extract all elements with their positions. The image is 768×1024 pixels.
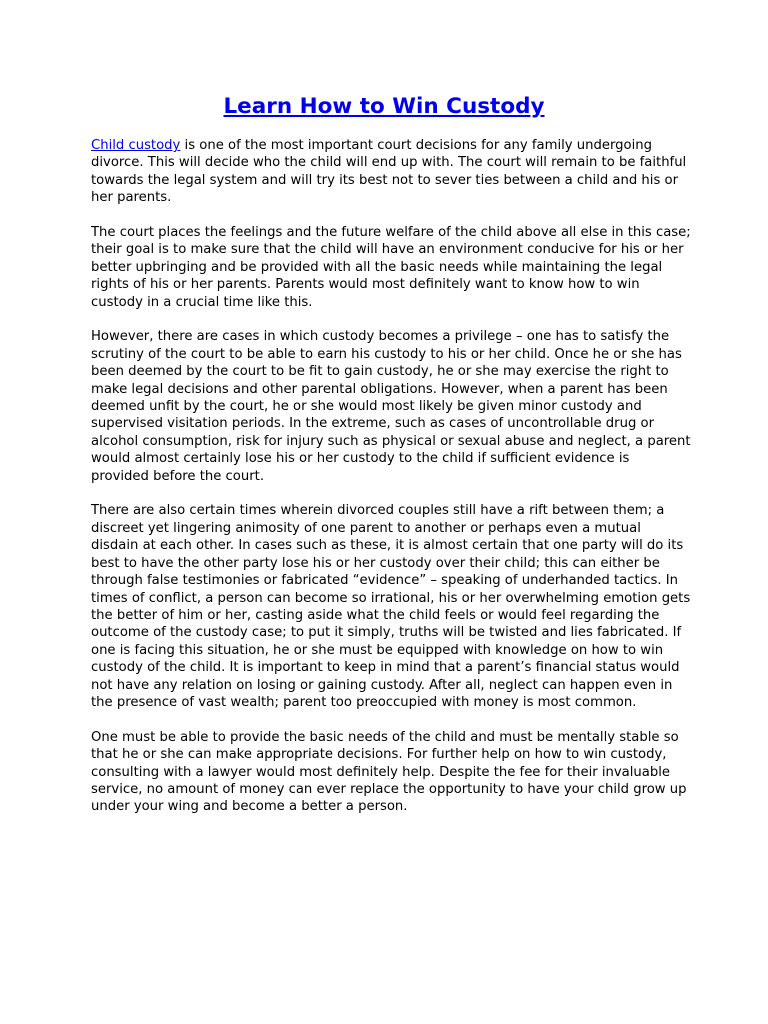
paragraph-3: However, there are cases in which custody becomes a privilege – one has to satisfy the scrutiny of the court to be able to earn his custody to his or her child. Once he or she has been deemed by the court to be fit to gain custody, he or she may exercise the right to make legal decisions and other parental obligations. However, when a parent has been deemed unfit by the court, he or she would most likely be given minor custody and supervised visitation periods. In the extreme, such as cases of uncontrollable drug or alcohol consumption, risk for injury such as physical or sexual abuse and neglect, a parent would almost certainly lose his or her custody to the child if sufficient evidence is provided before the court. xyxy=(91,329,691,484)
intro-text: is one of the most important court decisions for any family undergoing divorce. This will decide who the child will end up with. The court will remain to be faithful towards the legal system and will try its best not to sever ties between a child and his or her parents. xyxy=(91,138,687,206)
page-title xyxy=(0,92,768,122)
article-body xyxy=(91,137,691,816)
paragraph-5: One must be able to provide the basic needs of the child and must be mentally stable so that he or she can make appropriate decisions. For further help on how to win custody, consulting with a lawyer would most definitely help. Despite the fee for their invaluable service, no amount of money can ever replace the opportunity to have your child grow up under your wing and become a better a person. xyxy=(91,729,687,815)
child-custody-link[interactable]: Child custody xyxy=(91,138,181,153)
paragraph-4: There are also certain times wherein divorced couples still have a rift between them; a discreet yet lingering animosity of one parent to another or perhaps even a mutual disdain at each other. In cases such as these, it is almost certain that one party will do its best to have the other party lose his or her custody over their child; this can either be through false testimonies or fabricated “evidence” – speaking of underhanded tactics. In times of conflict, a person can become so irrational, his or her overwhelming emotion gets the better of him or her, casting aside what the child feels or would feel regarding the outcome of the custody case; to put it simply, truths will be twisted and lies fabricated. If one is facing this situation, he or she must be equipped with knowledge on how to win custody of the child. It is important to keep in mind that a parent’s financial status would not have any relation on losing or gaining custody. After all, neglect can happen even in the presence of vast wealth; parent too preoccupied with money is most common. xyxy=(91,503,691,710)
title-link[interactable]: Learn How to Win Custody xyxy=(223,94,545,119)
intro-paragraph xyxy=(91,137,691,207)
paragraph-2: The court places the feelings and the future welfare of the child above all else in this case; their goal is to make sure that the child will have an environment conducive for his or her better upbringing and be provided with all the basic needs while maintaining the legal rights of his or her parents. Parents would most definitely want to know how to win custody in a crucial time like this. xyxy=(91,225,691,310)
